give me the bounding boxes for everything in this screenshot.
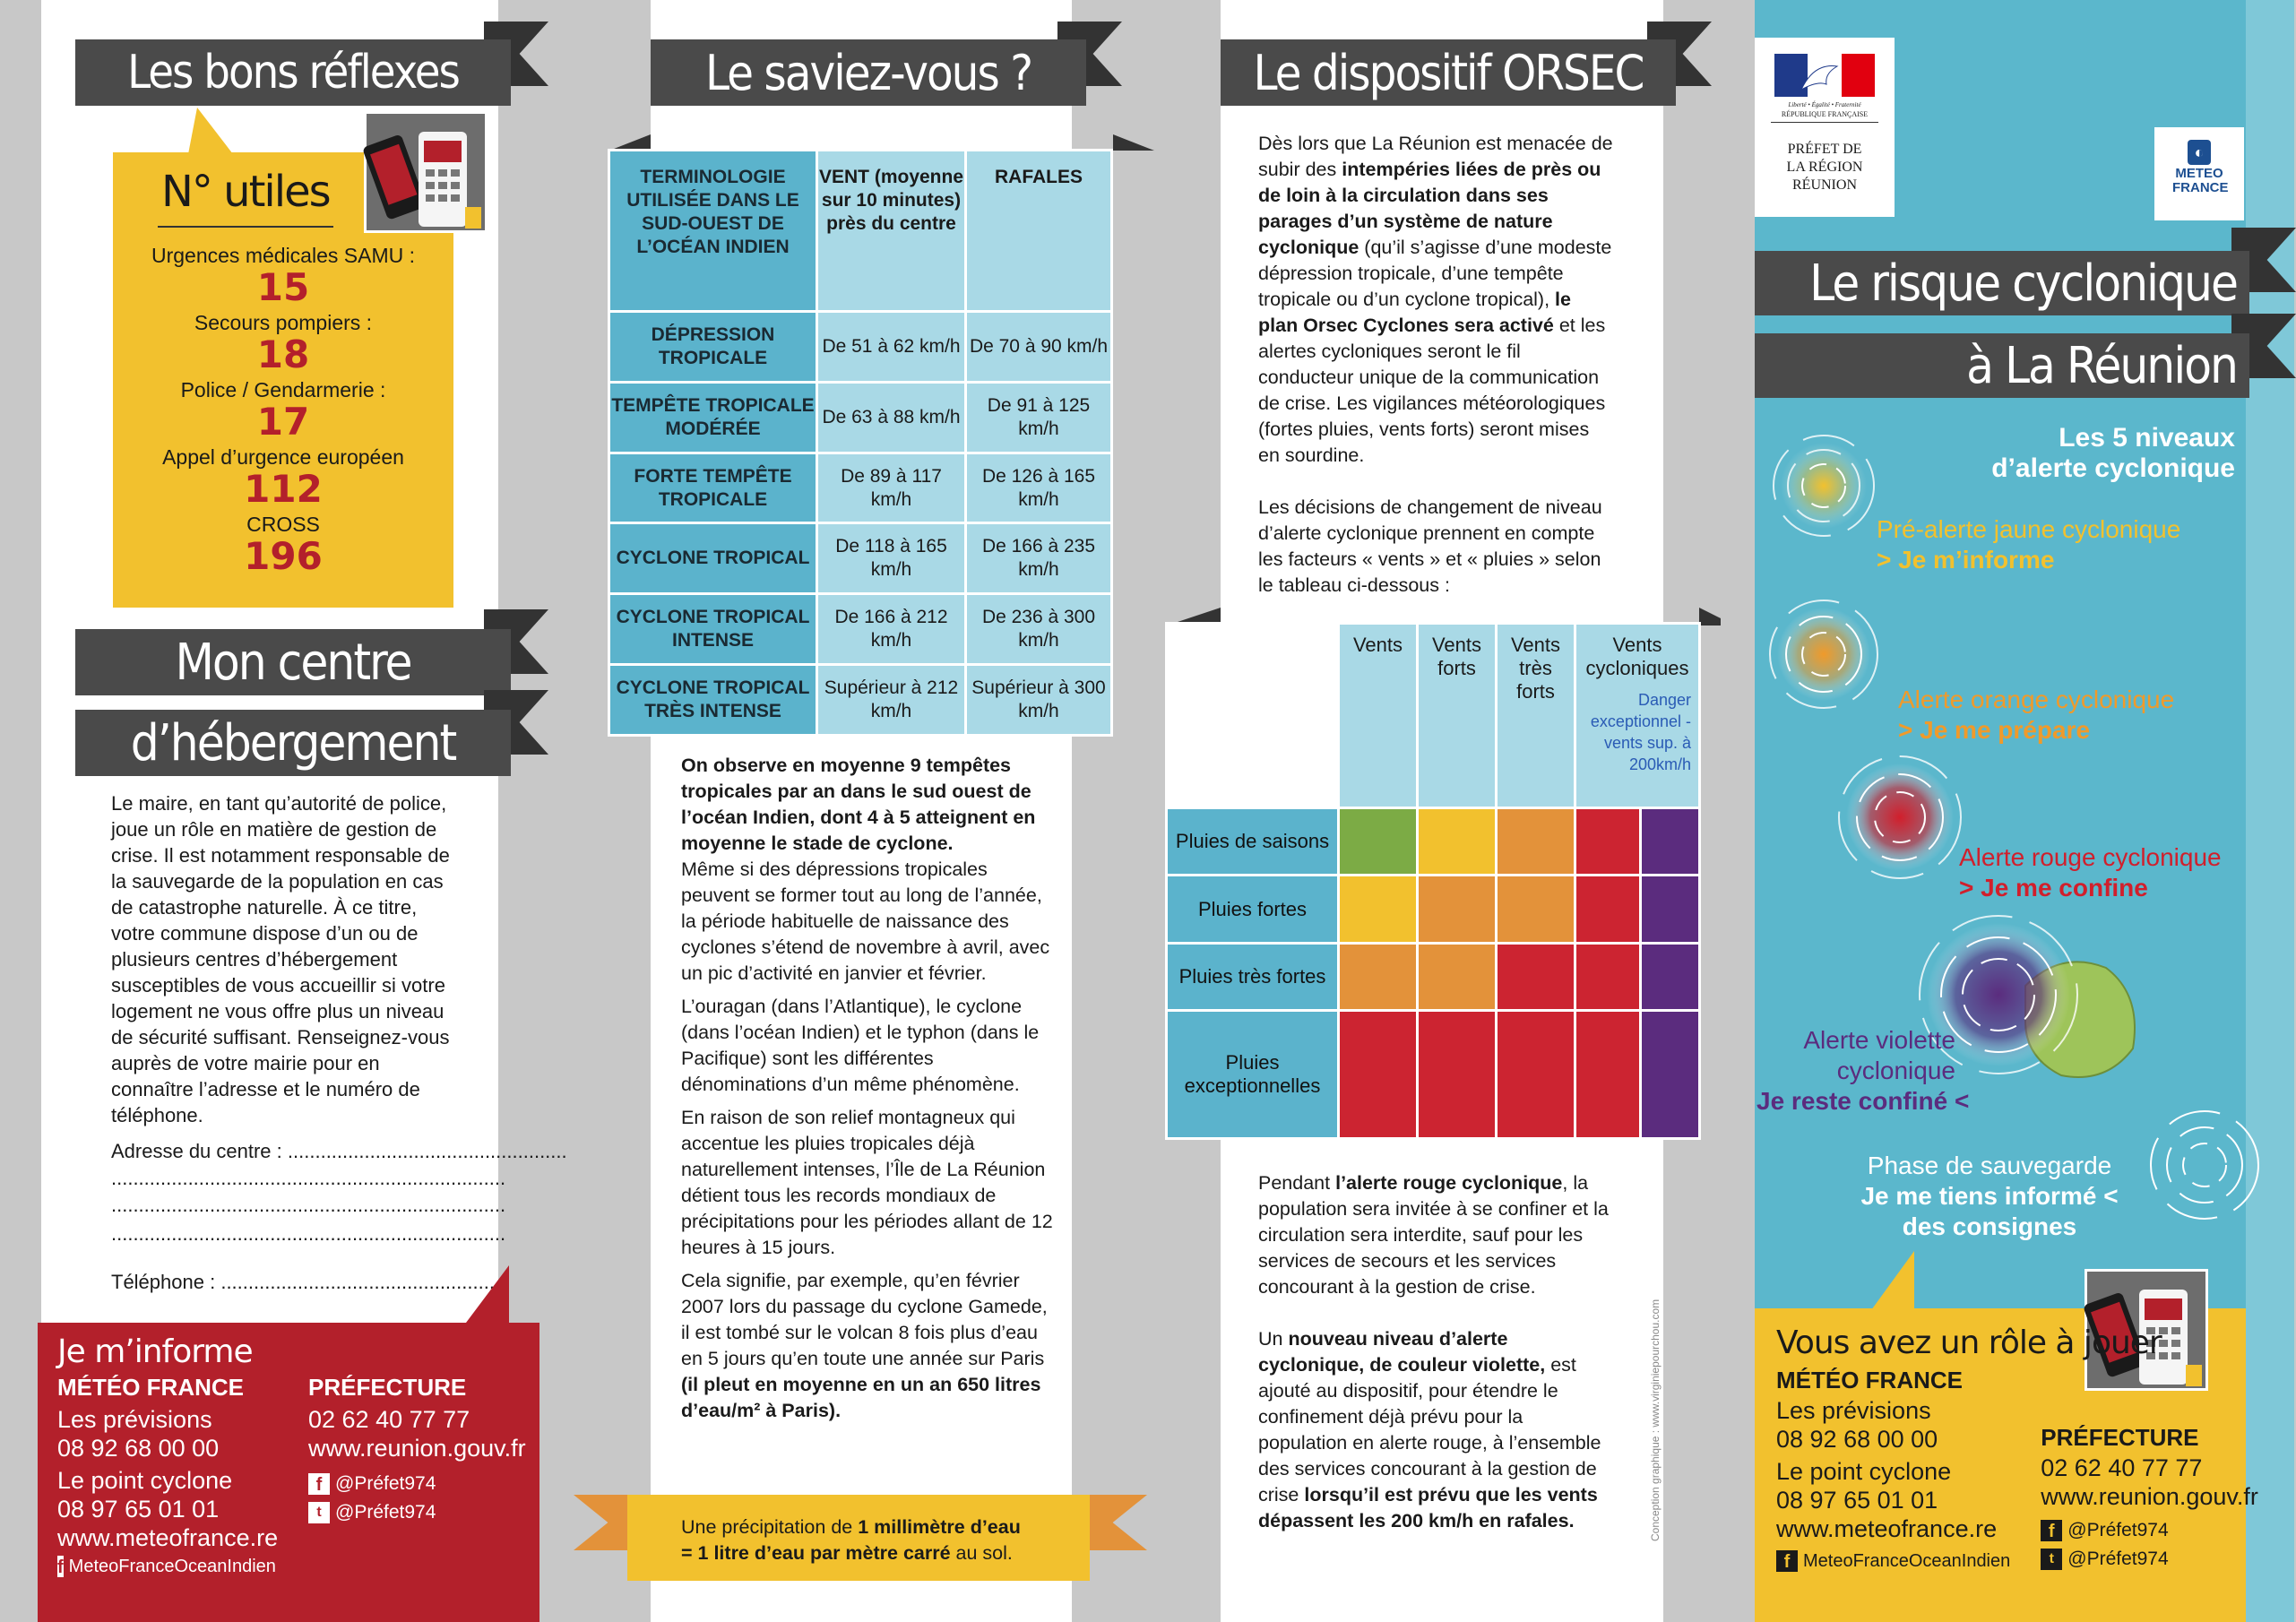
alert-action: > Je me prépare	[1898, 716, 2091, 744]
paragraph-text: , la population sera invitée à se confiner et la circulation sera interdite, sauf pour les services de secours et les services concourant à la gestion de crise.	[1258, 1172, 1609, 1298]
facebook-prefet-label: @Préfet974	[335, 1473, 436, 1494]
niveaux-line: Les 5 niveaux	[2059, 423, 2235, 453]
table-row	[609, 665, 1112, 736]
informe-title: Je m’informe	[57, 1333, 253, 1370]
cell-level-red	[1418, 1011, 1497, 1139]
niveaux-line: d’alerte cyclonique	[1991, 453, 2235, 483]
twitter-prefet-link[interactable]	[2041, 1545, 2258, 1574]
paragraph: L’ouragan (dans l’Atlantique), le cyclone (dans l’océan Indien) et le typhon (dans le Pacifique) sont les différentes dénominations d’un même phénomène.	[681, 996, 1040, 1095]
facebook-icon: f	[57, 1557, 64, 1577]
adresse-line-3[interactable]: ........................................................................	[111, 1194, 506, 1216]
ribbon-info	[627, 1495, 1090, 1581]
informe-contacts	[57, 1332, 541, 1581]
cell-term: FORTE TEMPÊTE TROPICALE	[609, 453, 817, 523]
table-header-row	[609, 151, 1112, 312]
cell-level-orange	[1497, 808, 1575, 876]
alert-violet	[1757, 1025, 1970, 1117]
cyclone-red-icon	[1839, 756, 1961, 878]
table-row	[609, 523, 1112, 594]
banner-hebergement: d’hébergement	[75, 710, 511, 776]
alert-action: > Je m’informe	[1877, 546, 2055, 574]
cell-term: TEMPÊTE TROPICALE MODÉRÉE	[609, 382, 817, 453]
paragraph-bold-part: l’alerte rouge cyclonique	[1335, 1172, 1563, 1194]
meteo-heading: MÉTÉO FRANCE	[1776, 1367, 1963, 1393]
cell-term: CYCLONE TROPICAL INTENSE	[609, 594, 817, 665]
adresse-field[interactable]	[111, 1138, 567, 1164]
cell-vent: Supérieur à 212 km/h	[817, 665, 966, 736]
grid-header-row	[1167, 624, 1700, 808]
orsec-grid	[1165, 622, 1701, 1140]
numero-label: Urgences médicales SAMU :	[151, 244, 415, 267]
header-rafales: RAFALES	[966, 151, 1112, 312]
speech-pointer-yellow	[1871, 1251, 1914, 1310]
ribbon-text: au sol.	[955, 1542, 1013, 1564]
cell-level-red	[1575, 876, 1641, 943]
paragraph: En raison de son relief montagneux qui accentue les pluies tropicales déjà naturellement intenses, l’Île de La Réunion détient tous les records mondiaux de précipitations pour les périodes allant de 12 heures à 15 jours.	[681, 1107, 1053, 1258]
meteo-heading: MÉTÉO FRANCE	[57, 1374, 244, 1401]
alert-action: Je me tiens informé <	[1860, 1182, 2119, 1210]
previsions-label: Les prévisions	[1776, 1397, 1931, 1424]
adresse-line-4[interactable]: ........................................................................	[111, 1222, 506, 1245]
cell-level-red	[1339, 1011, 1418, 1139]
prefecture-website-link[interactable]: www.reunion.gouv.fr	[2041, 1483, 2258, 1510]
cell-level-yellow	[1339, 808, 1418, 876]
cell-rafales: Supérieur à 300 km/h	[966, 665, 1112, 736]
paragraph-bold-part: (il pleut en moyenne en un an 650 litres d’eau/m² à Paris).	[681, 1374, 1041, 1421]
cell-rafales: De 236 à 300 km/h	[966, 594, 1112, 665]
paragraph-text: Cela signifie, par exemple, qu’en février 2007 lors du passage du cyclone Gamede, il est tombé sur le volcan 8 fois plus d’eau en 5 jours qu’en toute une année sur Paris	[681, 1270, 1048, 1369]
grid-col-header: Vents très forts	[1497, 624, 1575, 808]
alert-action: > Je me confine	[1959, 874, 2148, 902]
paragraph-bold-part: le plan Orsec Cyclones sera activé	[1258, 289, 1571, 336]
point-cyclone-phone[interactable]: 08 97 65 01 01	[1776, 1487, 1938, 1514]
table-fold-right	[1113, 134, 1154, 151]
numero-value[interactable]: 15	[256, 265, 310, 309]
grid-row-label: Pluies exceptionnelles	[1167, 1011, 1339, 1139]
facebook-prefet-link[interactable]	[2041, 1516, 2258, 1545]
cyclone-yellow-icon	[1774, 436, 1874, 536]
facebook-prefet-label: @Préfet974	[2067, 1520, 2169, 1540]
cell-level-violet	[1641, 943, 1700, 1010]
point-cyclone-phone[interactable]: 08 97 65 01 01	[57, 1496, 220, 1523]
ribbon-text: Une précipitation de	[681, 1516, 853, 1538]
twitter-prefet-link[interactable]	[308, 1498, 526, 1527]
cell-term: CYCLONE TROPICAL	[609, 523, 817, 594]
cell-level-orange	[1418, 943, 1497, 1010]
paragraph-text: Un	[1258, 1328, 1283, 1350]
cyclone-white-icon	[2151, 1111, 2258, 1219]
phone-icon	[364, 111, 488, 233]
cell-level-orange	[1339, 943, 1418, 1010]
grid-col-header-cyclonique	[1575, 624, 1700, 808]
orsec-text	[1258, 131, 1613, 599]
cell-rafales: De 70 à 90 km/h	[966, 312, 1112, 383]
point-cyclone-label: Le point cyclone	[1776, 1458, 1952, 1485]
alert-orange	[1898, 685, 2174, 746]
paragraph-text: et les alertes cycloniques seront le fil conducteur unique de la communication de crise. Les vigilances météorologiques (fortes pluies, vents forts) seront mises en sourdine.	[1258, 315, 1606, 466]
grid-row	[1167, 943, 1700, 1010]
grid-row-label: Pluies fortes	[1167, 876, 1339, 943]
cell-term: CYCLONE TROPICAL TRÈS INTENSE	[609, 665, 817, 736]
paragraph-text: Dès lors que La Réunion est menacée de subir des	[1258, 133, 1613, 180]
table-row	[609, 594, 1112, 665]
grid-row-label: Pluies de saisons	[1167, 808, 1339, 876]
meteo-website-link[interactable]: www.meteofrance.re	[57, 1524, 279, 1551]
cell-level-violet	[1641, 1011, 1700, 1139]
numero-label: CROSS	[246, 513, 320, 536]
alert-action-2: des consignes	[1902, 1212, 2077, 1240]
cell-rafales: De 91 à 125 km/h	[966, 382, 1112, 453]
col-label: Vents cycloniques	[1585, 634, 1689, 679]
paragraph-bold: On observe en moyenne 9 tempêtes tropicales par an dans le sud ouest de l’océan Indien, dont 4 à 5 atteignent en moyenne le stade de cyclone.	[681, 755, 1036, 854]
twitter-prefet-label: @Préfet974	[2067, 1549, 2169, 1569]
paragraph-text: Pendant	[1258, 1172, 1331, 1194]
paragraph-bold-part: intempéries liées de près ou de loin à la circulation dans ses parages d’un système de nature cyclonique	[1258, 159, 1601, 258]
centre-paragraph: Le maire, en tant qu’autorité de police, joue un rôle en matière de gestion de crise. Il est notamment responsable de la sauvegarde de la population en cas de catastrophe naturelle. À ce titre, votre commune dispose d’un ou de plusieurs centres d’hébergement susceptibles de vous accueillir si votre logement ne vous offre plus un niveau de sécurité suffisant. Renseignez-vous auprès de votre mairie pour en connaître l’adresse et le numéro de téléphone.	[111, 792, 450, 1126]
cell-vent: De 89 à 117 km/h	[817, 453, 966, 523]
grid-row	[1167, 876, 1700, 943]
table-row	[609, 312, 1112, 383]
devise-text: Liberté • Égalité • Fraternité	[1788, 101, 1861, 108]
numero-item	[113, 244, 453, 307]
cell-vent: De 166 à 212 km/h	[817, 594, 966, 665]
numero-item	[113, 378, 453, 442]
cell-vent: De 63 à 88 km/h	[817, 382, 966, 453]
cell-level-red	[1575, 943, 1641, 1010]
meteo-website-link[interactable]: www.meteofrance.re	[1776, 1515, 1998, 1542]
orsec-text-2	[1258, 1170, 1617, 1534]
paragraph: Même si des dépressions tropicales peuvent se former tout au long de l’année, la période habituelle de naissance des cyclones s’étend de novembre à avril, avec un pic d’activité en janvier et février.	[681, 858, 1050, 984]
republique-text: RÉPUBLIQUE FRANÇAISE	[1771, 110, 1878, 123]
danger-note: Danger exceptionnel - vents sup. à 200km/h	[1590, 691, 1691, 773]
cell-vent: De 51 à 62 km/h	[817, 312, 966, 383]
paragraph-text: (qu’il s’agisse d’une modeste dépression tropicale, d’une tempête tropicale ou d’un cyclone tropical),	[1258, 237, 1612, 310]
alert-title: Pré-alerte jaune cyclonique	[1877, 515, 2181, 543]
numero-value[interactable]: 112	[244, 467, 323, 511]
grid-row-label: Pluies très fortes	[1167, 943, 1339, 1010]
ribbon-bold: = 1 litre d’eau par mètre carré	[681, 1542, 951, 1564]
cell-level-red	[1575, 1011, 1641, 1139]
alert-title: Alerte orange cyclonique	[1898, 686, 2175, 713]
cyclone-orange-icon	[1770, 600, 1877, 708]
twitter-icon: t	[2041, 1549, 2062, 1570]
cell-level-orange	[1418, 876, 1497, 943]
paragraph: Les décisions de changement de niveau d’alerte cyclonique prennent en compte les facteurs « vents » et « pluies » selon le tableau ci-dessous :	[1258, 496, 1602, 596]
facebook-meteo-link[interactable]	[1776, 1547, 2010, 1575]
alert-sauvegarde	[1855, 1151, 2124, 1242]
banner-orsec: Le dispositif ORSEC	[1221, 39, 1676, 106]
paragraph	[681, 1268, 1057, 1424]
numero-label: Secours pompiers :	[194, 311, 373, 334]
cell-level-red	[1575, 808, 1641, 876]
facebook-icon: f	[2041, 1520, 2062, 1541]
numero-label: Appel d’urgence européen	[162, 445, 404, 469]
cell-level-violet	[1641, 808, 1700, 876]
alert-yellow	[1877, 514, 2180, 575]
banner-mon-centre: Mon centre	[75, 629, 511, 695]
cell-level-yellow	[1339, 876, 1418, 943]
numero-label: Police / Gendarmerie :	[180, 378, 386, 401]
twitter-icon: t	[308, 1502, 330, 1523]
speech-pointer-red	[466, 1265, 509, 1323]
vent-table	[608, 149, 1113, 737]
paragraph-text: est ajouté au dispositif, pour étendre le confinement déjà prévu pour la population en alerte rouge, à l’ensemble des services concourant à la gestion de crise	[1258, 1354, 1601, 1506]
cell-term: DÉPRESSION TROPICALE	[609, 312, 817, 383]
credit-vertical: Conception graphique : www.virginiepourchou.com	[1649, 1298, 1662, 1541]
alert-title: Alerte rouge cyclonique	[1959, 843, 2222, 871]
grid-row	[1167, 1011, 1700, 1139]
facebook-meteo-label: MeteoFranceOceanIndien	[1803, 1551, 2011, 1571]
telephone-field[interactable]	[111, 1269, 501, 1295]
twitter-prefet-label: @Préfet974	[335, 1502, 436, 1523]
cell-level-red	[1497, 943, 1575, 1010]
marianne-flag-icon	[1774, 54, 1875, 97]
numeros-title: N° utiles	[161, 167, 330, 217]
paragraph-bold-part: nouveau niveau d’alerte cyclonique, de couleur violette,	[1258, 1328, 1546, 1376]
meteo-logo-icon: ◐	[2188, 140, 2211, 165]
numero-item	[113, 513, 453, 576]
alert-action: Je reste confiné <	[1757, 1087, 1970, 1115]
marianne-logo	[1755, 38, 1895, 217]
alert-red	[1959, 842, 2222, 903]
adresse-label: Adresse du centre :	[111, 1140, 282, 1162]
prefecture-heading: PRÉFECTURE	[2041, 1424, 2199, 1451]
prefecture-heading: PRÉFECTURE	[308, 1374, 467, 1401]
facebook-icon: f	[1776, 1550, 1798, 1572]
previsions-phone[interactable]: 08 92 68 00 00	[57, 1435, 220, 1462]
grid-col-header: Vents forts	[1418, 624, 1497, 808]
prefecture-website-link[interactable]: www.reunion.gouv.fr	[308, 1435, 526, 1462]
header-vent: VENT (moyenne sur 10 minutes) près du centre	[817, 151, 966, 312]
paragraph	[1258, 131, 1613, 469]
ribbon-bold: 1 millimètre d’eau	[858, 1516, 1021, 1538]
role-contacts	[1776, 1321, 2258, 1575]
paragraph	[1258, 1170, 1617, 1300]
cell-level-red	[1497, 1011, 1575, 1139]
facebook-meteo-link[interactable]	[57, 1552, 276, 1581]
numero-value[interactable]: 17	[256, 400, 310, 444]
numero-value[interactable]: 18	[256, 332, 310, 376]
telephone-dots: ...................................................	[220, 1271, 501, 1293]
previsions-label: Les prévisions	[57, 1406, 212, 1433]
meteo-logo-text: METEO FRANCE	[2172, 166, 2229, 195]
facebook-prefet-link[interactable]	[308, 1470, 526, 1498]
cell-level-orange	[1497, 876, 1575, 943]
adresse-dots: ...................................................	[287, 1140, 567, 1162]
adresse-line-2[interactable]: ........................................................................	[111, 1167, 506, 1189]
facebook-icon: f	[308, 1473, 330, 1495]
alert-title: Alerte violette cyclonique	[1803, 1026, 1955, 1084]
telephone-label: Téléphone :	[111, 1271, 216, 1293]
banner-risque-1: Le risque cyclonique	[1755, 251, 2249, 315]
prefet-text: PRÉFET DE LA RÉGION RÉUNION	[1786, 142, 1863, 193]
point-cyclone-label: Le point cyclone	[57, 1467, 233, 1494]
previsions-phone[interactable]: 08 92 68 00 00	[1776, 1426, 1938, 1453]
grid-col-header: Vents	[1339, 624, 1418, 808]
title-underline	[158, 226, 333, 228]
cell-rafales: De 126 à 165 km/h	[966, 453, 1112, 523]
grid-corner	[1167, 624, 1339, 808]
prefecture-phone[interactable]: 02 62 40 77 77	[308, 1406, 470, 1433]
prefecture-phone[interactable]: 02 62 40 77 77	[2041, 1454, 2203, 1481]
facebook-meteo-label: MeteoFranceOceanIndien	[68, 1557, 276, 1576]
banner-bons-reflexes: Les bons réflexes	[75, 39, 511, 106]
alert-title: Phase de sauvegarde	[1867, 1152, 2112, 1179]
meteo-france-logo	[2154, 127, 2244, 220]
numero-item	[113, 445, 453, 509]
role-title: Vous avez un rôle à jouer	[1776, 1324, 2162, 1361]
header-terminologie: TERMINOLOGIE UTILISÉE DANS LE SUD-OUEST DE L’OCÉAN INDIEN	[609, 151, 817, 312]
speech-pointer	[188, 108, 233, 154]
cell-level-violet	[1641, 876, 1700, 943]
saviez-vous-text	[681, 753, 1057, 1424]
table-row	[609, 453, 1112, 523]
banner-risque-2: à La Réunion	[1755, 333, 2249, 398]
table-row	[609, 382, 1112, 453]
numero-item	[113, 311, 453, 375]
cell-level-yellow	[1418, 808, 1497, 876]
cell-vent: De 118 à 165 km/h	[817, 523, 966, 594]
cell-rafales: De 166 à 235 km/h	[966, 523, 1112, 594]
numero-value[interactable]: 196	[244, 534, 323, 578]
banner-saviez-vous: Le saviez-vous ?	[651, 39, 1086, 106]
paragraph-bold-part: lorsqu’il est prévu que les vents dépassent les 200 km/h en rafales.	[1258, 1484, 1598, 1531]
paragraph	[1258, 1326, 1617, 1534]
grid-row	[1167, 808, 1700, 876]
numeros-list	[113, 244, 453, 576]
